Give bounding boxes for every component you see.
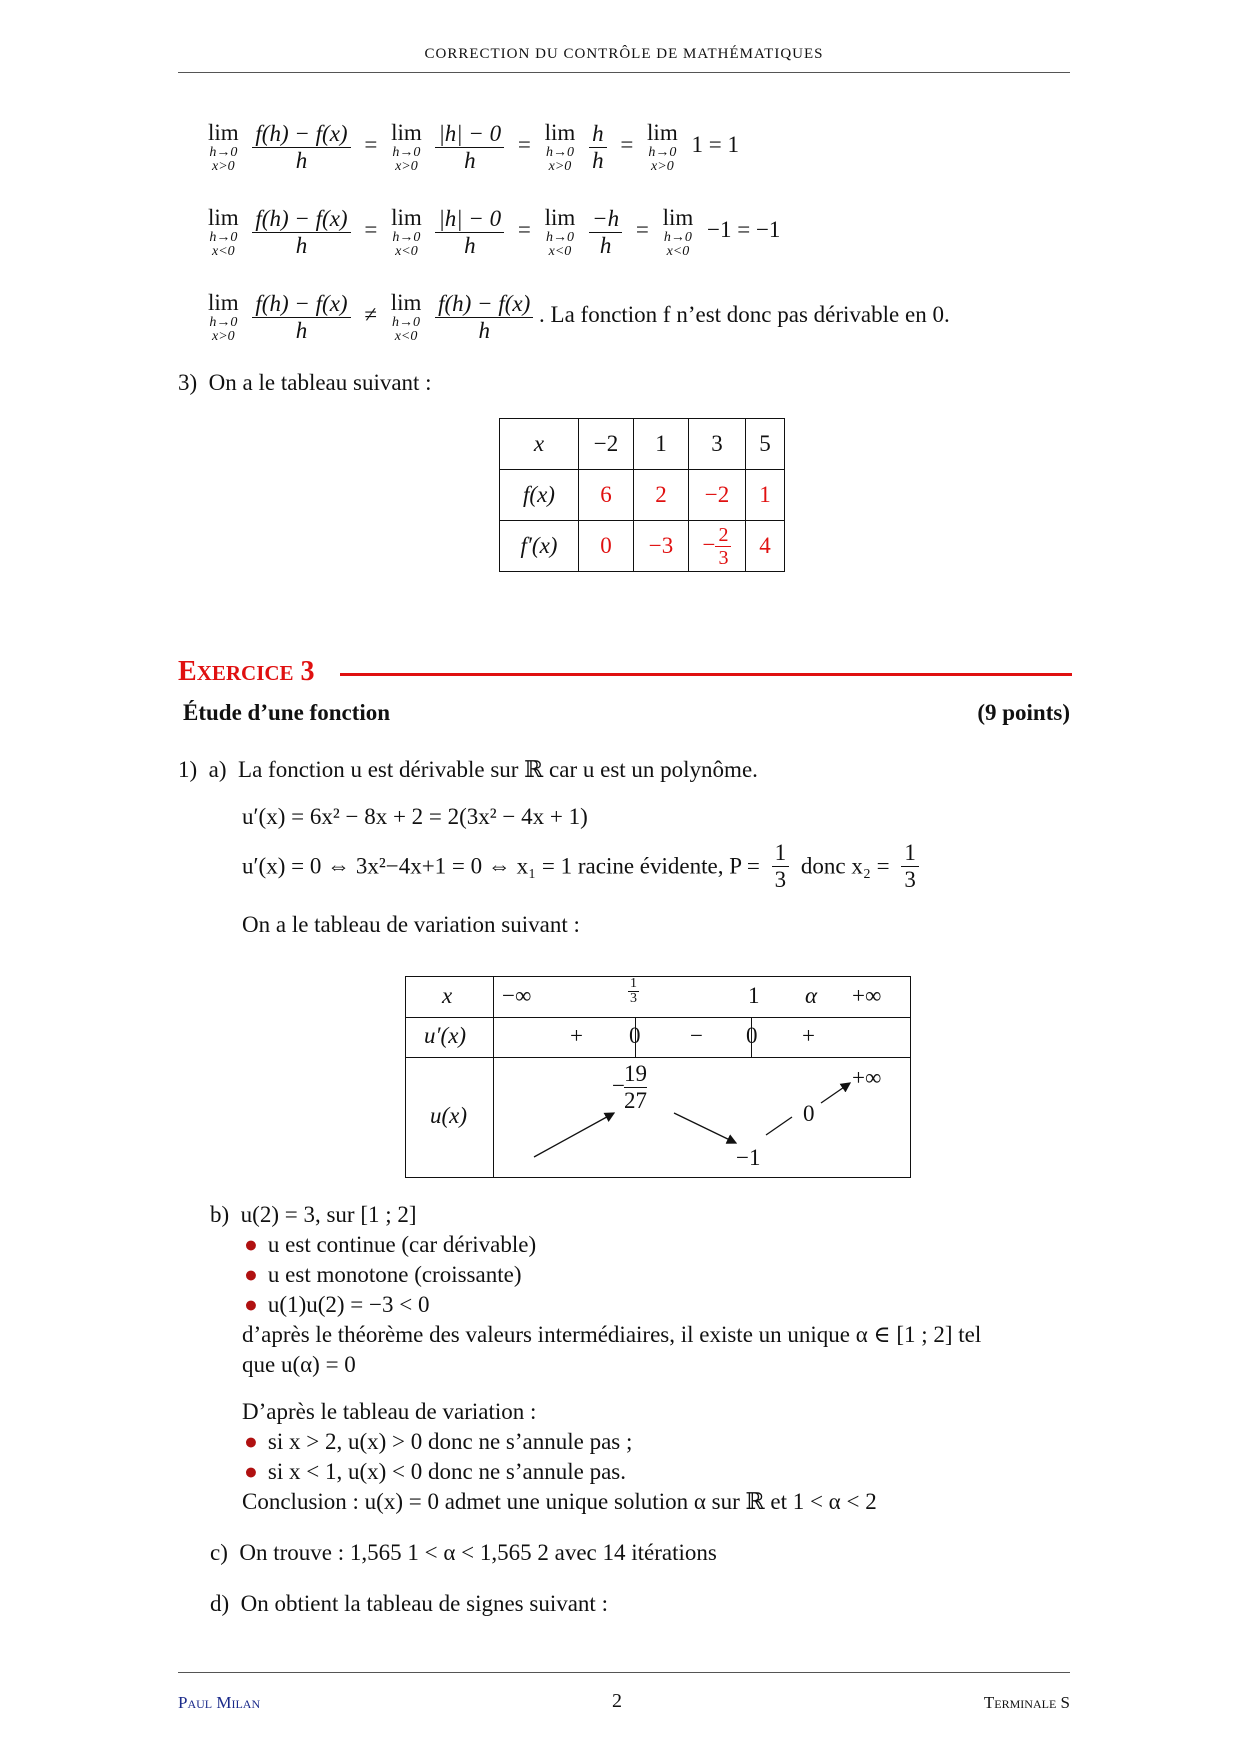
x-one-third: 1 3 — [630, 976, 637, 1006]
header-rule — [178, 72, 1070, 73]
part-1a-line1: 1) a) La fonction u est dérivable sur ℝ car u est un polynôme. — [178, 757, 758, 782]
tvi-line-2: que u(α) = 0 — [242, 1352, 356, 1377]
fraction-cell: − $\frac{2}{3}$ — [689, 521, 746, 572]
lim-operator: lim h→0 x>0 — [208, 120, 239, 174]
increasing-arrow-2b — [821, 1083, 850, 1103]
limit-result: −1 = −1 — [707, 217, 781, 243]
exercise-subtitle: Étude d’une fonction — [183, 700, 391, 725]
part-1d: d) On obtient la tableau de signes suivant : — [210, 1591, 608, 1616]
exercise-title: EXERCICE 3 — [178, 656, 315, 687]
exercise-rule — [340, 673, 1072, 676]
part-1b-intro: b) u(2) = 3, sur [1 ; 2] — [210, 1202, 417, 1227]
difference-quotient: $\frac{f(h) - f(x)}{h}$ — [252, 121, 350, 174]
list-item: ● u est continue (car dérivable) — [244, 1232, 537, 1257]
list-item: ● u(1)u(2) = −3 < 0 — [244, 1292, 430, 1317]
part-1c: c) On trouve : 1,565 1 < α < 1,565 2 avec 14 itérations — [210, 1540, 717, 1565]
table-row: x −2 1 3 5 — [500, 419, 785, 470]
table-row: f(x) 6 2 −2 1 — [500, 470, 785, 521]
bullet-icon: ● — [244, 1232, 258, 1257]
page-header: CORRECTION DU CONTRÔLE DE MATHÉMATIQUES — [424, 46, 824, 62]
non-derivable-text: . La fonction f n’est donc pas dérivable en 0. — [539, 302, 950, 328]
page-number: 2 — [612, 1690, 622, 1712]
increasing-arrow-2a — [766, 1117, 792, 1135]
question-3: 3) On a le tableau suivant : — [178, 370, 432, 395]
variation-intro: On a le tableau de variation suivant : — [242, 912, 580, 937]
roots-line: u′(x) = 0 ⇔ 3x²−4x+1 = 0 ⇔ x₁ = 1 racine évidente, P = $\frac{1}{3}$ donc x₂ = $\frac{1}{3}$ — [242, 840, 919, 893]
var-x-label: x — [442, 983, 453, 1008]
variation-table: x −∞ 1 3 1 α +∞ u′(x) + 0 − 0 + u(x) − 19 27 −1 0 +∞ — [405, 976, 911, 1178]
values-table — [499, 418, 785, 572]
decreasing-arrow — [674, 1113, 736, 1143]
list-item: ● si x > 2, u(x) > 0 donc ne s’annule pas ; — [244, 1429, 633, 1454]
limit-result: 1 = 1 — [691, 132, 739, 158]
footer-author: Paul Milan — [178, 1693, 261, 1712]
bullet-icon: ● — [244, 1262, 258, 1287]
limit-row-2: lim h→0 x<0 $\frac{f(h) - f(x)}{h}$ = lim h→0 x<0 $\frac{|h| - 0}{h}$ = lim h→0 x<0 $\frac{-h}{h}$ = lim h→0 x<0 −1 = −1 — [208, 205, 781, 259]
limit-row-3: lim h→0 x>0 $\frac{f(h) - f(x)}{h}$ ≠ lim h→0 x<0 $\frac{f(h) - f(x)}{h}$ . La fonction f n’est donc pas dérivable en 0. — [208, 290, 950, 344]
derivative-formula: u′(x) = 6x² − 8x + 2 = 2(3x² − 4x + 1) — [242, 804, 588, 829]
tvi-line-1: d’après le théorème des valeurs intermédiaires, il existe un unique α ∈ [1 ; 2] tel — [242, 1322, 982, 1347]
list-item: ● si x < 1, u(x) < 0 donc ne s’annule pas. — [244, 1459, 627, 1484]
footer-class: Terminale S — [983, 1693, 1070, 1712]
list-item: ● u est monotone (croissante) — [244, 1262, 522, 1287]
conclusion: Conclusion : u(x) = 0 admet une unique solution α sur ℝ et 1 < α < 2 — [242, 1489, 877, 1514]
footer-rule — [178, 1672, 1070, 1673]
variation-arrows — [406, 977, 910, 1177]
bullet-icon: ● — [244, 1459, 258, 1484]
limit-row-1: lim h→0 x>0 $\frac{f(h) - f(x)}{h}$ = lim h→0 x>0 $\frac{|h| - 0}{h}$ = lim h→0 x>0 $\frac{h}{h}$ = lim h→0 x>0 1 = 1 — [208, 120, 739, 174]
exercise-points: (9 points) — [977, 700, 1070, 725]
bullet-icon: ● — [244, 1429, 258, 1454]
increasing-arrow — [534, 1113, 614, 1157]
var-u-label: u(x) — [430, 1103, 468, 1128]
u-max-fraction: 19 27 — [624, 1061, 647, 1113]
variation-ref: D’après le tableau de variation : — [242, 1399, 537, 1424]
bullet-icon: ● — [244, 1292, 258, 1317]
var-uprime-label: u′(x) — [424, 1023, 467, 1048]
table-row: f′(x) 0 −3 − $\frac{2}{3}$ 4 — [500, 521, 785, 572]
